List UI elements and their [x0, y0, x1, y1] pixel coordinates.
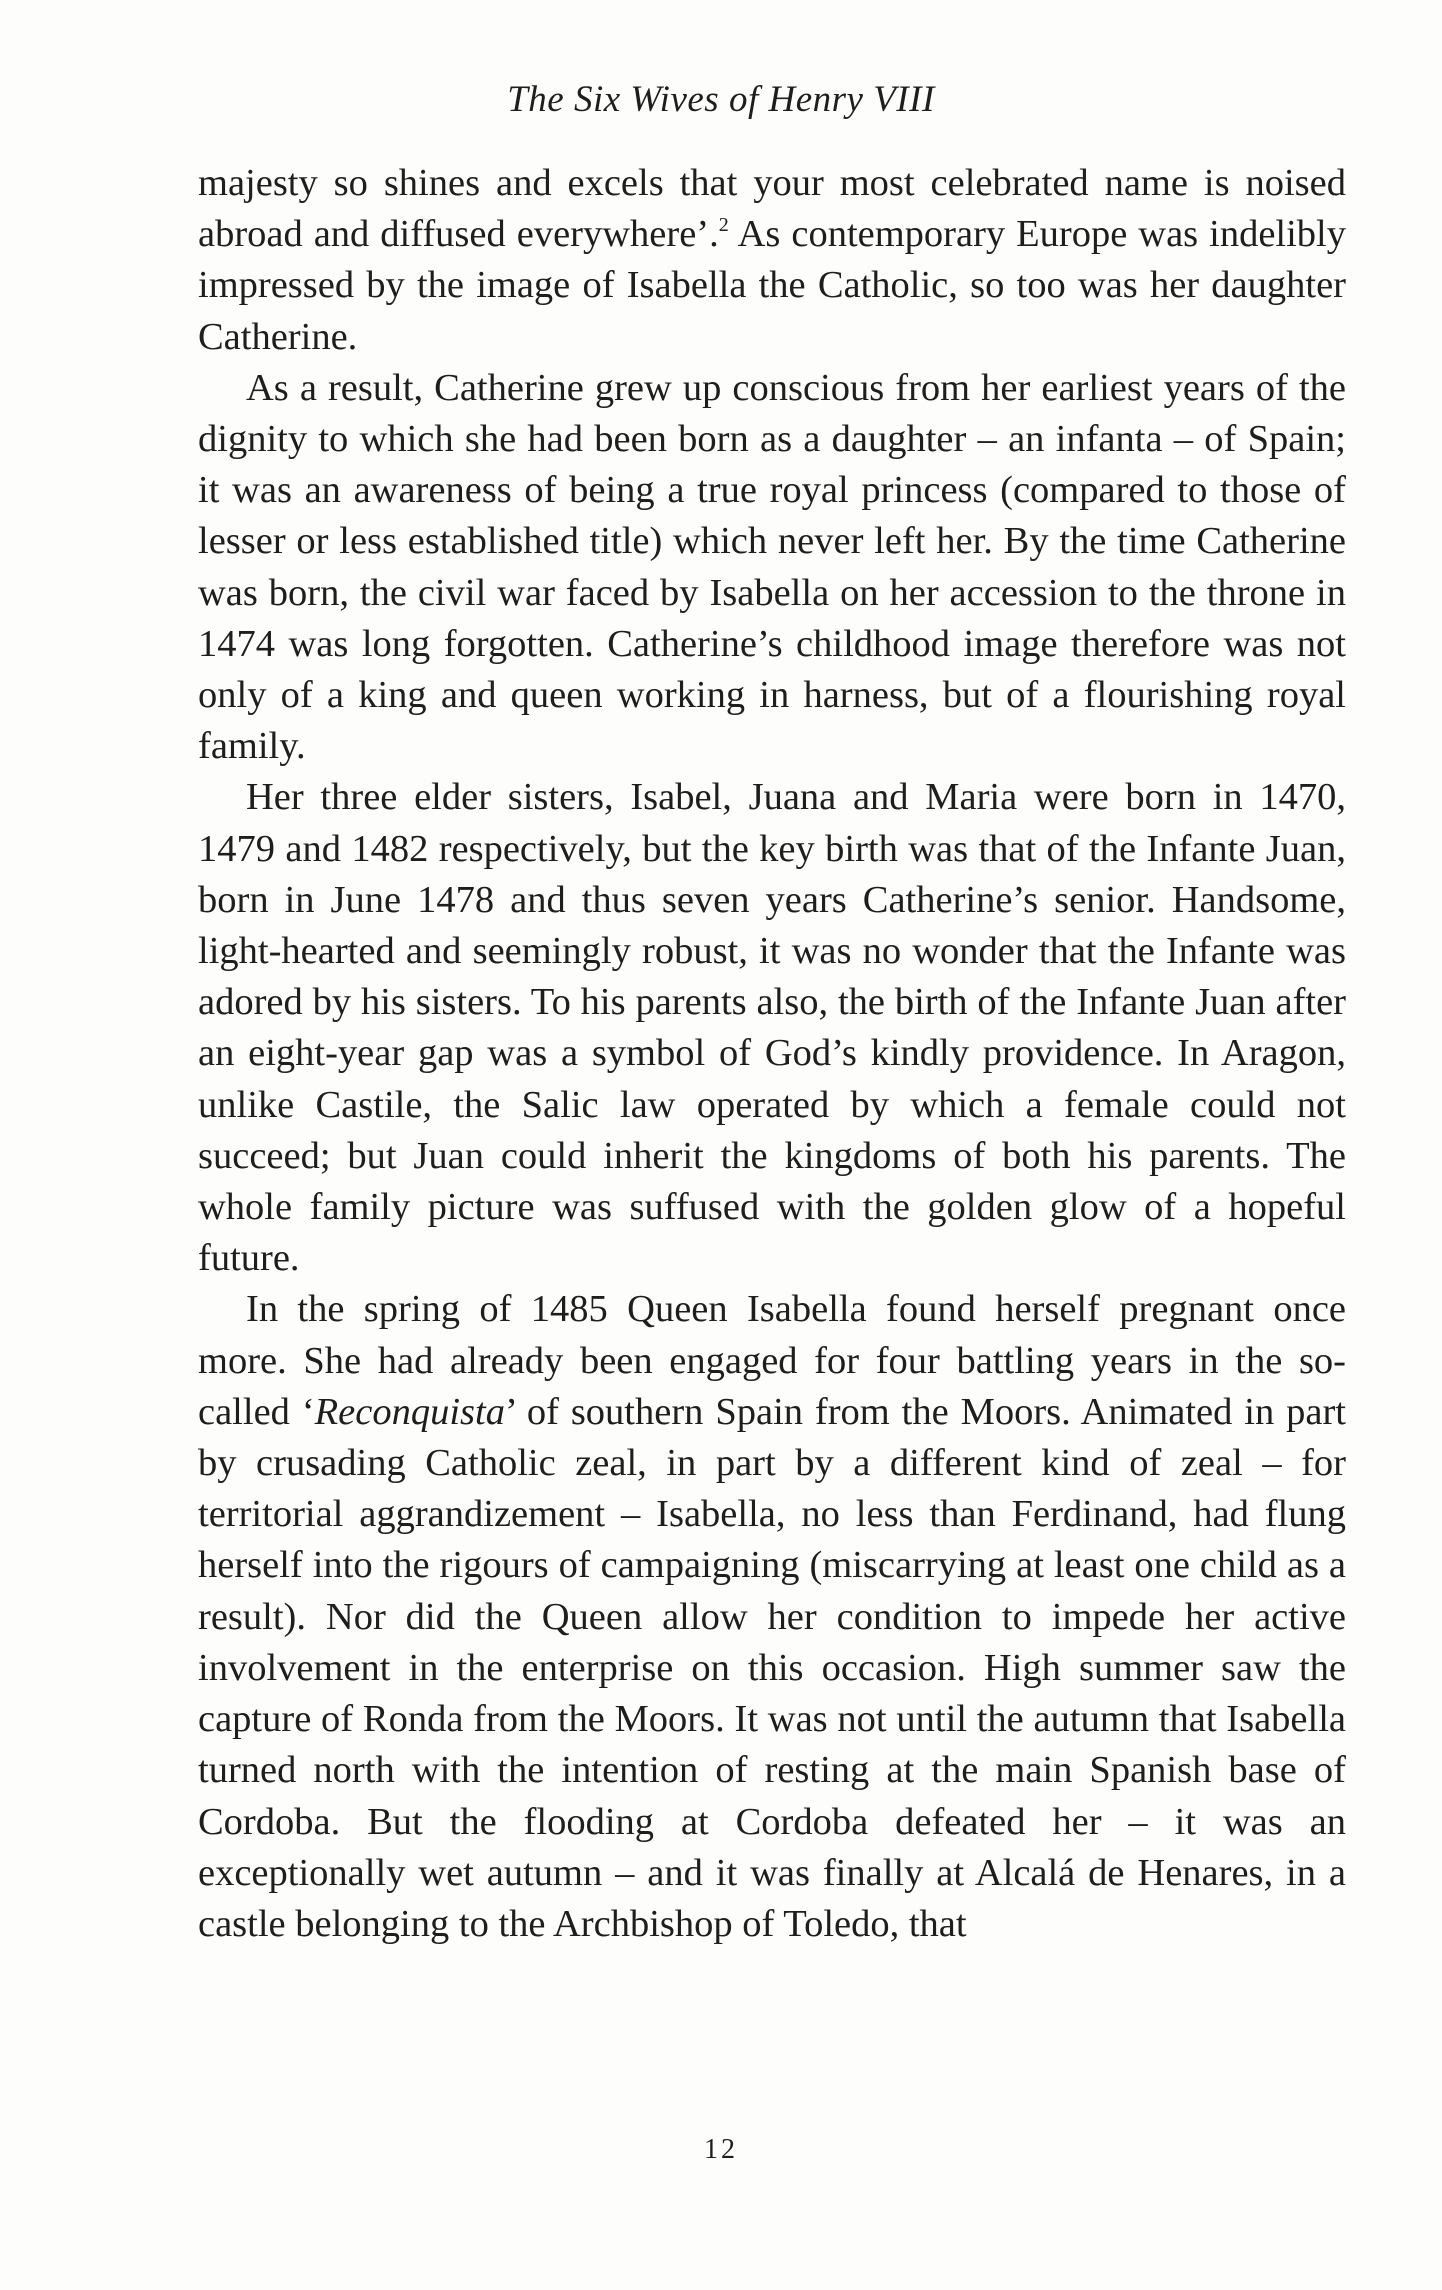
paragraph-4-text-before-emphasis: In the spring of 1485 Queen Isabella found herself pregnant once more. She had already been engaged for four battling years in the so-called ‘	[198, 1288, 1346, 1433]
paragraph-2: As a result, Catherine grew up conscious from her earliest years of the dignity to which she had been born as a daughter – an infanta – of Spain; it was an awareness of being a true royal princess (compared to those of lesser or less established title) which never left her. By the time Catherine was born, the civil war faced by Isabella on her accession to the throne in 1474 was long forgotten. Catherine’s childhood image therefore was not only of a king and queen working in harness, but of a flourishing royal family.	[198, 366, 1346, 768]
paragraph-4-text-after-emphasis: ’ of southern Spain from the Moors. Animated in part by crusading Catholic zeal, in part by a different kind of zeal – for territorial aggrandizement – Isabella, no less than Ferdinand, had flung herself into the rigours of campaigning (miscarrying at least one child as a result). Nor did the Queen allow her condition to impede her active involvement in the enterprise on this occasion. High summer saw the capture of Ronda from the Moors. It was not until the autumn that Isabella turned north with the intention of resting at the main Spanish base of Cordoba. But the flooding at Cordoba defeated her – it was an exceptionally wet autumn – and it was finally at Alcalá de Henares, in a castle belonging to the Archbishop of Toledo, that	[198, 1390, 1346, 1945]
page-number: 12	[704, 2134, 738, 2165]
paragraph-1	[198, 158, 1346, 363]
paragraph-1-text-after-note: As contemporary Europe was indelibly impressed by the image of Isabella the Catholic, so too was her daughter Catherine.	[198, 213, 1347, 358]
reconquista-italic-term: Reconquista	[314, 1390, 505, 1433]
running-head-title: The Six Wives of Henry VIII	[507, 79, 935, 120]
paragraph-3: Her three elder sisters, Isabel, Juana and Maria were born in 1470, 1479 and 1482 respectively, but the key birth was that of the Infante Juan, born in June 1478 and thus seven years Catherine’s senior. Handsome, light-hearted and seemingly robust, it was no wonder that the Infante was adored by his sisters. To his parents also, the birth of the Infante Juan after an eight-year gap was a symbol of God’s kindly providence. In Aragon, unlike Castile, the Salic law operated by which a female could not succeed; but Juan could inherit the kingdoms of both his parents. The whole family picture was suffused with the golden glow of a hopeful future.	[198, 776, 1346, 1280]
paragraph-4	[198, 1284, 1346, 1950]
body-text	[198, 158, 1346, 1950]
footnote-marker: 2	[718, 214, 729, 237]
paragraph-1-text-before-note: majesty so shines and excels that your most celebrated name is noised abroad and diffused everywhere’.	[198, 162, 1346, 256]
